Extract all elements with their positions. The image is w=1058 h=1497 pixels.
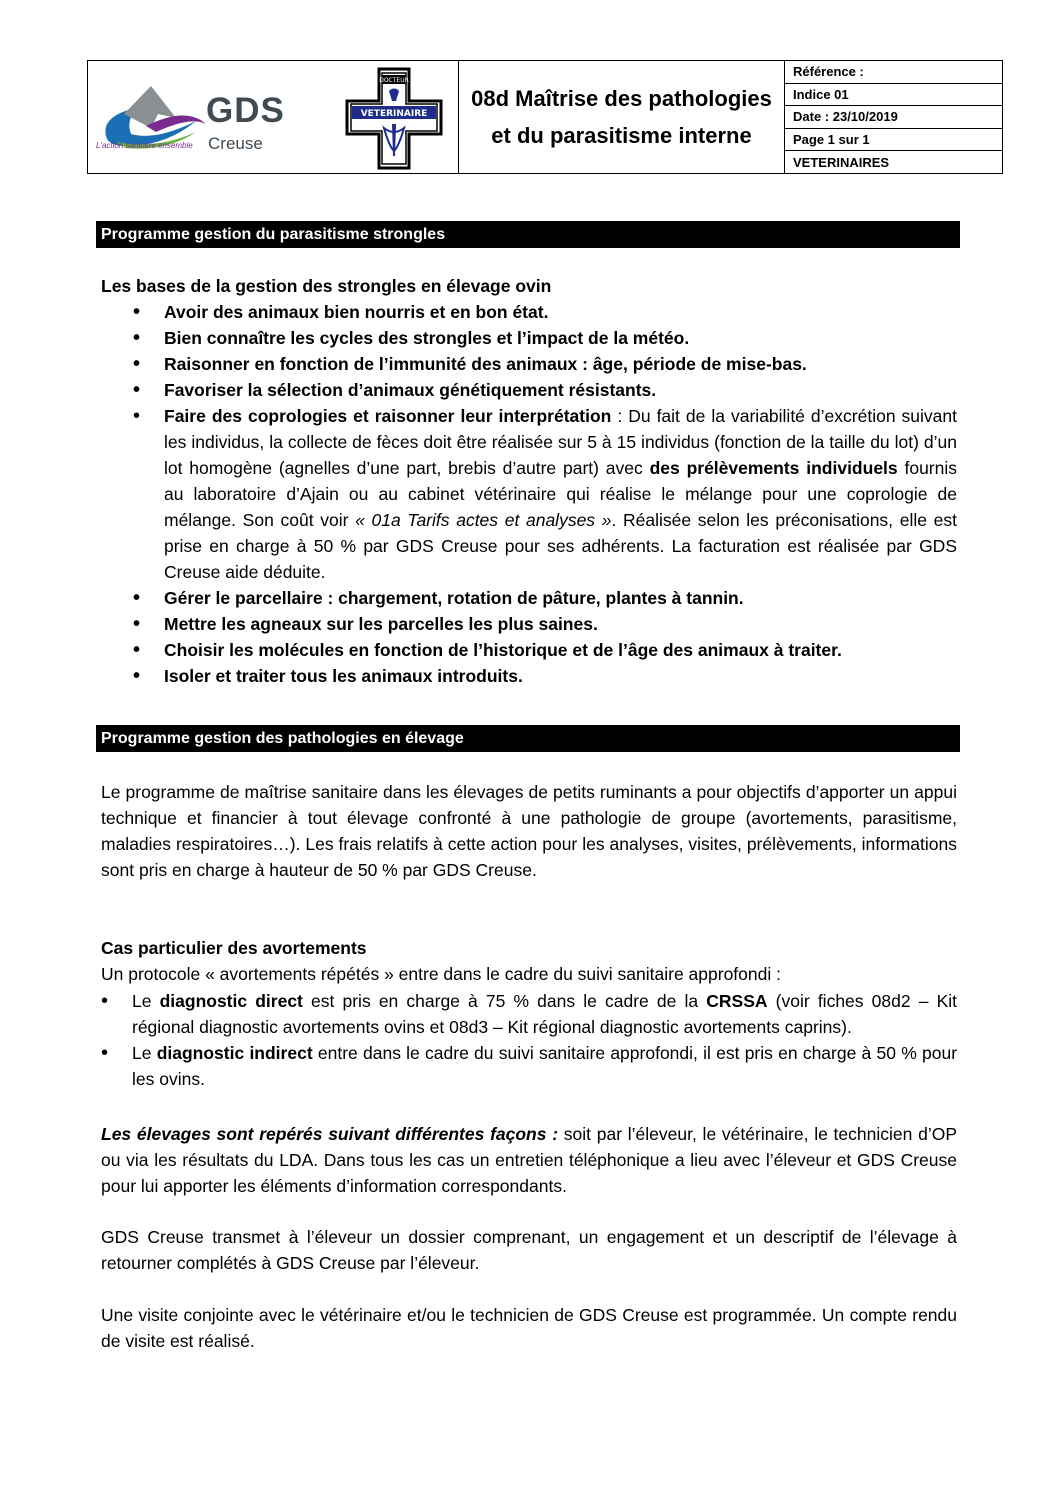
coprologies-text-a: : Du fait de la variabilité d’excrétion suivant les individus, la collecte de fèces doit être réalisée sur 5 à 15 individus (fonction de la taille du lot) d’un lot homogène (agnelles d’une part, brebis d’autre part) avec [164, 406, 957, 478]
list-item: • Raisonner en fonction de l’immunité des animaux : âge, période de mise-bas. [164, 351, 957, 377]
document-header [87, 60, 1003, 174]
coprologies-bold-text: des prélèvements individuels [649, 458, 898, 478]
avortements-subtitle: Cas particulier des avortements [101, 938, 367, 958]
meta-page: Page 1 sur 1 [785, 129, 1002, 152]
meta-indice: Indice 01 [785, 84, 1002, 107]
gds-logo-tagline: L'action sanitaire ensemble [96, 141, 193, 150]
b1-text-c: (voir fiches 08d2 – Kit régional diagnostic avortements ovins et 08d3 – Kit régional diagnostic avortements caprins). [132, 991, 957, 1037]
tarifs-reference: « 01a Tarifs actes et analyses » [355, 510, 612, 530]
list-item: • Avoir des animaux bien nourris et en bon état. [164, 299, 957, 325]
list-item: • Favoriser la sélection d’animaux génétiquement résistants. [164, 377, 957, 403]
list-item-coprologies [164, 403, 957, 585]
b2-bold: diagnostic indirect [156, 1043, 313, 1063]
coprologies-text-b: fournis au laboratoire d’Ajain ou au cabinet vétérinaire qui réalise le mélange pour une coprologie de mélange. Son coût voir [164, 458, 958, 530]
elevages-reperes-label: Les élevages sont repérés suivant différentes façons : [101, 1124, 559, 1144]
list-item-diagnostic-indirect [132, 1040, 957, 1092]
list-item: • Isoler et traiter tous les animaux introduits. [164, 663, 957, 689]
meta-audience: VETERINAIRES [793, 154, 890, 170]
meta-date: Date : 23/10/2019 [785, 106, 1002, 129]
avortements-intro: Un protocole « avortements répétés » entre dans le cadre du suivi sanitaire approfondi : [101, 964, 781, 984]
elevages-reperes-paragraph [101, 1121, 957, 1199]
dossier-paragraph: GDS Creuse transmet à l’éleveur un dossier comprenant, un engagement et un descriptif de l’élevage à retourner complétés à GDS Creuse par l’éleveur. [101, 1227, 957, 1273]
gds-logo-name: GDS [206, 91, 285, 130]
list-item: • Choisir les molécules en fonction de l’historique et de l’âge des animaux à traiter. [164, 637, 957, 663]
section-title-pathologies: Programme gestion des pathologies en élevage [96, 725, 960, 752]
list-item: • Gérer le parcellaire : chargement, rotation de pâture, plantes à tannin. [164, 585, 957, 611]
b2-text-a: Le [132, 1043, 157, 1063]
b1-bold-crssa: CRSSA [706, 991, 768, 1011]
b1-bold: diagnostic direct [159, 991, 303, 1011]
avortements-list [132, 988, 957, 1092]
logos-cell [88, 61, 459, 173]
b2-text-b: entre dans le cadre du suivi sanitaire approfondi, il est pris en charge à 50 % pour les ovins. [132, 1043, 958, 1089]
gds-logo-subtitle: Creuse [208, 134, 263, 153]
visite-paragraph: Une visite conjointe avec le vétérinaire et/ou le technicien de GDS Creuse est programmée. Un compte rendu de visite est réalisé. [101, 1305, 957, 1351]
section-title-strongles: Programme gestion du parasitisme strongles [96, 221, 960, 248]
list-item-diagnostic-direct [132, 988, 957, 1040]
section1-subtitle: Les bases de la gestion des strongles en élevage ovin [101, 276, 552, 296]
meta-reference: Référence : [785, 61, 1002, 84]
vet-logo-top-text: DOCTEUR [379, 77, 409, 84]
list-item: • Mettre les agneaux sur les parcelles les plus saines. [164, 611, 957, 637]
document-title: 08d Maîtrise des pathologies et du parasitisme interne [459, 61, 785, 173]
coprologies-label: Faire des coprologies et raisonner leur interprétation [164, 406, 612, 426]
coprologies-text-c: . Réalisée selon les préconisations, elle est prise en charge à 50 % par GDS Creuse pour ses adhérents. La facturation est réalisée par GDS Creuse aide déduite. [164, 510, 957, 582]
vet-logo-main-text: VETERINAIRE [360, 109, 428, 119]
b1-text-a: Le [132, 991, 160, 1011]
veterinaire-cross-logo [344, 66, 444, 171]
list-item: • Bien connaître les cycles des strongles et l’impact de la météo. [164, 325, 957, 351]
metadata-table [785, 61, 1002, 173]
strongles-list [164, 299, 957, 689]
b1-text-b: est pris en charge à 75 % dans le cadre de la [302, 991, 707, 1011]
elevages-reperes-text: soit par l’éleveur, le vétérinaire, le technicien d’OP ou via les résultats du LDA. Dans tous les cas un entretien téléphonique a lieu avec l’éleveur et GDS Creuse pour lui apporter les éléments d’information correspondants. [101, 1124, 957, 1196]
pathologies-intro-paragraph: Le programme de maîtrise sanitaire dans les élevages de petits ruminants a pour objectifs d’apporter un appui technique et financier à tout élevage confronté à une pathologie de groupe (avortements, parasitisme, maladies respiratoires…). Les frais relatifs à cette action pour les analyses, visites, prélèvements, informations sont pris en charge à hauteur de 50 % par GDS Creuse. [101, 782, 957, 880]
